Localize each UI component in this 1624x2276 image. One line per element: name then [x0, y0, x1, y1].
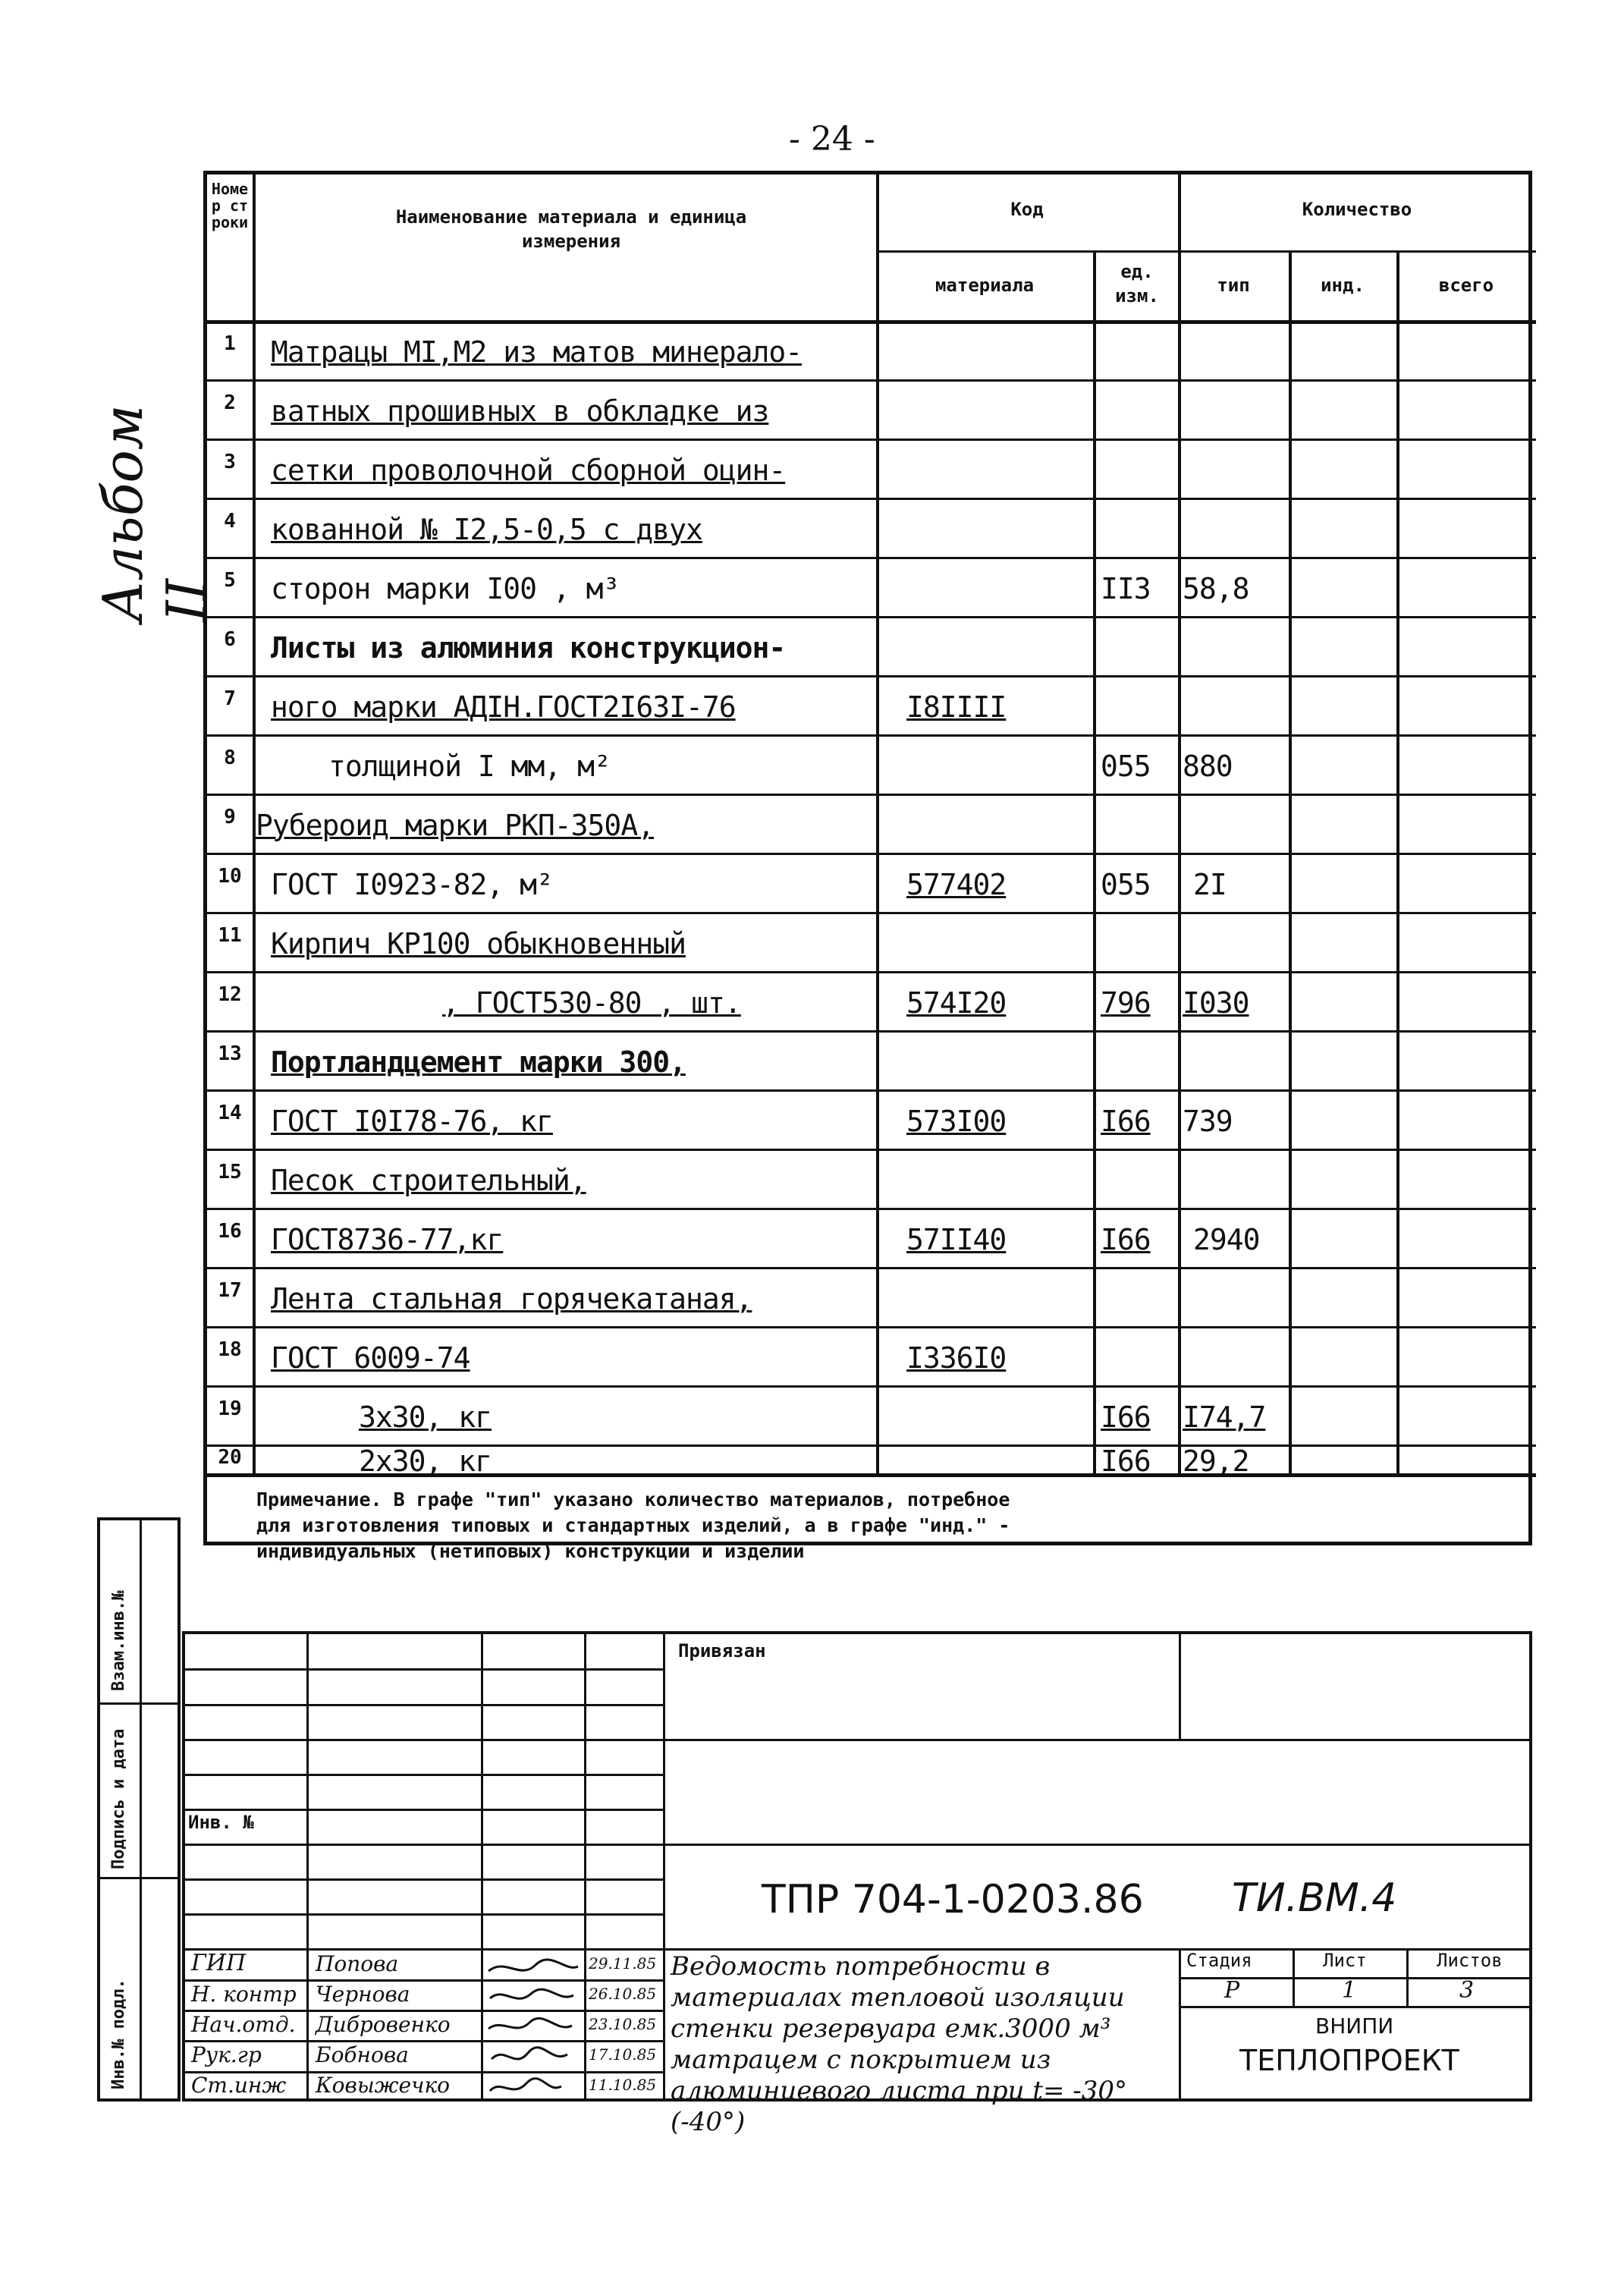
- org-line-2: ТЕПЛОПРОЕКТ: [1239, 2044, 1459, 2077]
- row-unit: II3: [1101, 572, 1151, 605]
- person-name: Бобнова: [316, 2042, 409, 2067]
- row-number: 2: [224, 391, 236, 414]
- row-code: 574I20: [906, 986, 1007, 1020]
- row-name: Матрацы МI,М2 из матов минерало-: [271, 335, 803, 369]
- header-name: Наименование материала и единица измерения: [395, 206, 747, 252]
- row-name: Листы из алюминия конструкцион-: [271, 631, 786, 665]
- row-typ: 58,8: [1183, 572, 1249, 605]
- row-name: сетки проволочной сборной оцин-: [271, 454, 786, 487]
- doc-code: ТПР 704-1-0203.86: [762, 1877, 1144, 1922]
- row-typ: I74,7: [1183, 1400, 1266, 1434]
- person-date: 17.10.85: [589, 2045, 657, 2064]
- row-number: 12: [218, 983, 242, 1006]
- person-role: Ст.инж: [191, 2073, 287, 2098]
- row-unit: I66: [1101, 1223, 1151, 1256]
- row-code: 573I00: [906, 1105, 1007, 1138]
- sheets-value: 3: [1459, 1977, 1475, 2004]
- row-name: 2х30, кг: [359, 1445, 492, 1478]
- row-name: Портландцемент марки 300,: [271, 1045, 686, 1079]
- page-number: - 24 -: [789, 120, 875, 159]
- title-block: [182, 1631, 1532, 2137]
- side-label-sign: Подпись и дата: [109, 1728, 128, 1869]
- sheet-label: Лист: [1323, 1950, 1367, 1971]
- row-name: Песок строительный,: [271, 1164, 586, 1197]
- person-role: ГИП: [191, 1950, 247, 1976]
- row-number: 16: [218, 1220, 242, 1243]
- header-qty-total: всего: [1438, 275, 1494, 296]
- materials-table: [203, 171, 1532, 1545]
- row-typ: 2I: [1193, 868, 1227, 901]
- row-name: кованной № I2,5-0,5 с двух: [271, 513, 702, 546]
- row-unit: I66: [1101, 1445, 1151, 1478]
- person-date: 26.10.85: [589, 1985, 657, 2003]
- row-name: толщиной I мм, м²: [328, 750, 611, 783]
- row-number: 10: [218, 865, 242, 888]
- row-unit: I66: [1101, 1400, 1151, 1434]
- row-name: ГОСТ8736-77,кг: [271, 1223, 504, 1256]
- row-unit: 055: [1101, 868, 1151, 901]
- header-qty-typ: тип: [1217, 275, 1250, 296]
- inv-no-label: Инв. №: [188, 1812, 254, 1833]
- header-quantity: Количество: [1302, 199, 1412, 220]
- person-date: 29.11.85: [589, 1954, 657, 1973]
- row-code: 57II40: [906, 1223, 1007, 1256]
- row-name: Рубероид марки РКП-350А,: [256, 809, 655, 842]
- header-row-number: Номер строки: [211, 180, 249, 231]
- stage-value: Р: [1224, 1977, 1240, 2004]
- row-name: сторон марки I00 , м³: [271, 572, 620, 605]
- side-label-replace: Взам.инв.№: [109, 1590, 128, 1691]
- row-name: ГОСТ 6009-74: [271, 1341, 470, 1375]
- row-code: I8IIII: [906, 690, 1007, 724]
- row-number: 13: [218, 1042, 242, 1065]
- row-number: 18: [218, 1338, 242, 1361]
- person-role: Нач.отд.: [191, 2012, 296, 2037]
- row-number: 14: [218, 1102, 242, 1124]
- person-role: Рук.гр: [191, 2042, 262, 2067]
- signatures-graphic: [482, 1950, 583, 2102]
- row-typ: 739: [1183, 1105, 1233, 1138]
- row-typ: I030: [1183, 986, 1249, 1020]
- sheet-value: 1: [1342, 1977, 1357, 2004]
- row-number: 15: [218, 1161, 242, 1184]
- side-label-inv: Инв.№ подл.: [109, 1979, 128, 2089]
- row-number: 11: [218, 924, 242, 947]
- header-code: Код: [1010, 199, 1044, 220]
- sheets-label: Листов: [1437, 1950, 1503, 1971]
- header-qty-ind: инд.: [1321, 275, 1365, 296]
- row-number: 7: [224, 687, 236, 710]
- row-unit: 796: [1101, 986, 1151, 1020]
- row-unit: 055: [1101, 750, 1151, 783]
- row-typ: 880: [1183, 750, 1233, 783]
- row-code: I336I0: [906, 1341, 1007, 1375]
- doc-title: Ведомость потребности в материалах тепловой изоляции стенки резервуара емк.3000 м³ матрацем с покрытием из алюминиевого листа при t= -30°(-40°): [671, 1951, 1128, 2137]
- person-date: 11.10.85: [589, 2076, 657, 2094]
- person-name: Дибровенко: [316, 2012, 451, 2037]
- doc-mark: ТИ.ВМ.4: [1232, 1875, 1397, 1921]
- row-unit: I66: [1101, 1105, 1151, 1138]
- row-number: 19: [218, 1397, 242, 1420]
- person-name: Попова: [316, 1951, 399, 1976]
- stage-label: Стадия: [1186, 1950, 1252, 1971]
- row-typ: 2940: [1193, 1223, 1260, 1256]
- row-number: 20: [218, 1446, 242, 1469]
- row-number: 3: [224, 451, 236, 473]
- row-typ: 29,2: [1183, 1445, 1249, 1478]
- row-name: Кирпич КР100 обыкновенный: [271, 927, 686, 960]
- row-number: 4: [224, 510, 236, 533]
- person-name: Чернова: [316, 1982, 410, 2007]
- row-number: 17: [218, 1279, 242, 1302]
- side-block: [97, 1517, 181, 2102]
- org-line-1: ВНИПИ: [1315, 2014, 1394, 2039]
- row-name: ГОСТ I0I78-76, кг: [271, 1105, 553, 1138]
- row-number: 1: [224, 332, 236, 355]
- privyazan-label: Привязан: [678, 1640, 766, 1661]
- row-name: ного марки АДIН.ГОСТ2I63I-76: [271, 690, 736, 724]
- header-code-material: материала: [935, 275, 1035, 296]
- row-number: 9: [224, 806, 236, 828]
- row-name: , ГОСТ530-80 , шт.: [442, 986, 741, 1020]
- row-name: 3х30, кг: [359, 1400, 492, 1434]
- row-name: ватных прошивных в обкладке из: [271, 395, 769, 428]
- row-number: 6: [224, 628, 236, 651]
- row-number: 5: [224, 569, 236, 592]
- person-name: Ковыжечко: [316, 2073, 451, 2098]
- row-name: ГОСТ I0923-82, м²: [271, 868, 553, 901]
- row-code: 577402: [906, 868, 1007, 901]
- album-label: Альбом II: [91, 404, 218, 622]
- header-code-unit: ед. изм.: [1115, 261, 1159, 307]
- row-name: Лента стальная горячекатаная,: [271, 1282, 752, 1316]
- row-number: 8: [224, 747, 236, 769]
- table-note: Примечание. В графе "тип" указано количество материалов, потребное для изготовления типовых и стандартных изделий, а в графе "инд." - индивидуальных (нетиповых) конструкций и изделий: [256, 1489, 1010, 1562]
- person-role: Н. контр: [191, 1982, 297, 2007]
- person-date: 23.10.85: [589, 2015, 657, 2033]
